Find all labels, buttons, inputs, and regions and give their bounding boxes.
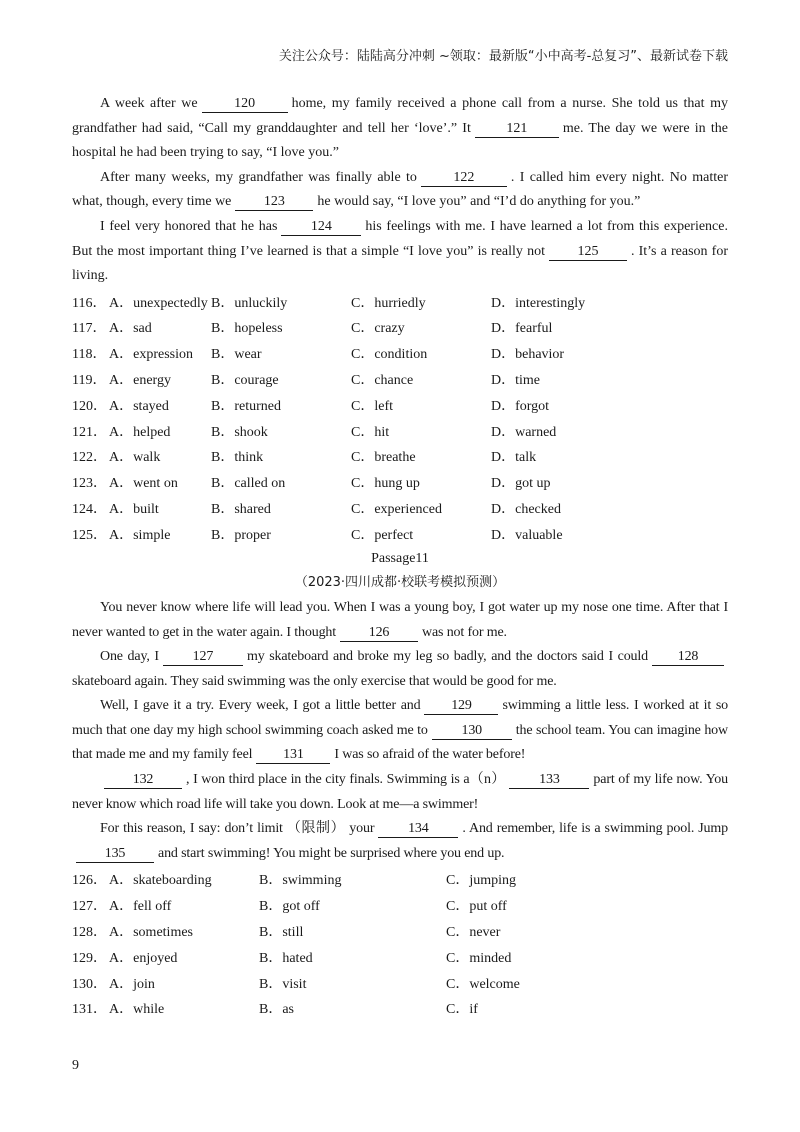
option-a: A．expression bbox=[109, 347, 193, 363]
option-b: B．returned bbox=[211, 398, 281, 414]
question-number: 126． bbox=[72, 873, 107, 889]
option-a: A．while bbox=[109, 1002, 165, 1018]
option-c: C．never bbox=[446, 924, 501, 940]
answer-blank: 120 bbox=[202, 95, 288, 113]
question-row bbox=[72, 469, 585, 495]
option-d: D．behavior bbox=[491, 347, 565, 363]
passage-text: me. The day we were in the hospital he had been trying to say, “I love you.” bbox=[72, 120, 728, 161]
passage2-paragraph bbox=[72, 768, 728, 817]
option-b: B．proper bbox=[211, 527, 271, 543]
answer-blank: 125 bbox=[549, 243, 627, 261]
question-row bbox=[72, 970, 596, 996]
options-table-1 bbox=[72, 289, 585, 547]
option-a: A．skateboarding bbox=[109, 873, 212, 889]
passage-text: A week after we bbox=[100, 96, 198, 111]
answer-blank: 132 bbox=[104, 771, 182, 789]
option-c: C．minded bbox=[446, 950, 512, 966]
option-c: C．crazy bbox=[351, 321, 405, 337]
option-b: B．visit bbox=[259, 976, 307, 992]
option-b: B．shared bbox=[211, 502, 271, 518]
answer-blank: 121 bbox=[475, 120, 559, 138]
answer-blank: 131 bbox=[256, 746, 330, 764]
option-b: B．courage bbox=[211, 373, 279, 389]
option-c: C．welcome bbox=[446, 976, 520, 992]
question-row bbox=[72, 392, 585, 418]
question-number: 130． bbox=[72, 976, 107, 992]
option-c: C．hung up bbox=[351, 476, 420, 492]
options-table-2 bbox=[72, 866, 596, 1021]
question-number: 119． bbox=[72, 373, 107, 389]
question-number: 125． bbox=[72, 527, 107, 543]
question-row bbox=[72, 418, 585, 444]
passage-text: I feel very honored that he has bbox=[100, 218, 278, 234]
answer-blank: 130 bbox=[432, 722, 512, 740]
option-c: C．condition bbox=[351, 347, 428, 363]
option-b: B．unluckily bbox=[211, 295, 288, 311]
option-c: C．perfect bbox=[351, 527, 414, 543]
answer-blank: 123 bbox=[235, 193, 313, 211]
question-row bbox=[72, 995, 596, 1021]
option-a: A．unexpectedly bbox=[109, 295, 208, 311]
question-number: 118． bbox=[72, 347, 107, 363]
option-b: B．got off bbox=[259, 899, 320, 915]
option-d: D．forgot bbox=[491, 398, 550, 414]
passage2-paragraph bbox=[72, 694, 728, 768]
passage1-paragraph bbox=[72, 166, 728, 215]
option-d: D．interestingly bbox=[491, 295, 586, 311]
passage-text: . I called him every night. No matter what, though, every time we bbox=[72, 169, 728, 210]
passage-text: the school team. You can imagine how that made me and my family feel bbox=[72, 722, 728, 763]
option-b: B．wear bbox=[211, 347, 262, 363]
option-b: B．swimming bbox=[259, 873, 342, 889]
question-row bbox=[72, 866, 596, 892]
question-number: 128． bbox=[72, 924, 107, 940]
option-b: B．still bbox=[259, 924, 304, 940]
option-d: D．time bbox=[491, 373, 540, 389]
option-d: D．checked bbox=[491, 502, 561, 518]
option-a: A．went on bbox=[109, 476, 178, 492]
question-number: 121． bbox=[72, 424, 107, 440]
passage-source: （2023·四川成都·校联考模拟预测） bbox=[294, 575, 506, 591]
option-d: D．valuable bbox=[491, 527, 563, 543]
page-number: 9 bbox=[72, 1058, 79, 1073]
answer-blank: 122 bbox=[421, 169, 507, 187]
question-row bbox=[72, 289, 585, 315]
question-number: 117． bbox=[72, 321, 107, 337]
question-number: 116． bbox=[72, 295, 107, 311]
option-c: C．jumping bbox=[446, 873, 517, 889]
option-b: B．as bbox=[259, 1002, 294, 1018]
question-row bbox=[72, 340, 585, 366]
answer-blank: 126 bbox=[340, 624, 418, 642]
option-a: A．energy bbox=[109, 373, 171, 389]
question-row bbox=[72, 495, 585, 521]
question-row bbox=[72, 315, 585, 341]
option-a: A．built bbox=[109, 502, 159, 518]
question-number: 127． bbox=[72, 899, 107, 915]
answer-blank: 133 bbox=[509, 771, 589, 789]
page-content bbox=[72, 92, 728, 1021]
option-b: B．hated bbox=[259, 950, 313, 966]
question-row bbox=[72, 366, 585, 392]
option-c: C．breathe bbox=[351, 450, 416, 466]
passage-text: skateboard again. They said swimming was the only exercise that would be good for me. bbox=[72, 673, 557, 689]
question-number: 122． bbox=[72, 450, 107, 466]
question-number: 120． bbox=[72, 398, 107, 414]
question-number: 131． bbox=[72, 1002, 107, 1018]
passage-text: . And remember, life is a swimming pool. Jump bbox=[462, 821, 728, 837]
question-row bbox=[72, 521, 585, 547]
answer-blank: 129 bbox=[424, 697, 498, 715]
option-a: A．sad bbox=[109, 321, 152, 337]
option-d: D．fearful bbox=[491, 321, 553, 337]
option-c: C．hit bbox=[351, 424, 390, 440]
passage2-paragraph bbox=[72, 645, 728, 694]
answer-blank: 124 bbox=[281, 218, 361, 236]
option-a: A．join bbox=[109, 976, 155, 992]
passage-text: was not for me. bbox=[422, 624, 507, 640]
question-number: 124． bbox=[72, 502, 107, 518]
option-b: B．shook bbox=[211, 424, 268, 440]
option-b: B．think bbox=[211, 450, 264, 466]
passage2-paragraph bbox=[72, 596, 728, 645]
question-row bbox=[72, 944, 596, 970]
passage-text: part of my life now. You never know which road life will take you down. Look at me—a swimmer! bbox=[72, 772, 728, 812]
option-a: A．sometimes bbox=[109, 924, 193, 940]
option-a: A．stayed bbox=[109, 398, 169, 414]
question-number: 129． bbox=[72, 950, 107, 966]
passage-text: For this reason, I say: don’t limit （限制） your bbox=[100, 821, 375, 837]
option-a: A．helped bbox=[109, 424, 171, 440]
option-d: D．got up bbox=[491, 476, 551, 492]
passage-text: After many weeks, my grandfather was finally able to bbox=[100, 169, 417, 185]
question-number: 123． bbox=[72, 476, 107, 492]
option-a: A．simple bbox=[109, 527, 171, 543]
option-c: C．if bbox=[446, 1002, 478, 1018]
page-header: 关注公众号：陆陆高分冲刺 ~领取：最新版“小中高考-总复习”、最新试卷下载 bbox=[278, 49, 728, 64]
question-row bbox=[72, 918, 596, 944]
option-a: A．fell off bbox=[109, 899, 172, 915]
question-row bbox=[72, 444, 585, 470]
answer-blank: 135 bbox=[76, 845, 154, 863]
option-c: C．hurriedly bbox=[351, 295, 426, 311]
option-c: C．experienced bbox=[351, 502, 442, 518]
passage-text: my skateboard and broke my leg so badly, and the doctors said I could bbox=[246, 649, 648, 665]
passage-text: I was so afraid of the water before! bbox=[334, 747, 526, 763]
option-c: C．left bbox=[351, 398, 393, 414]
option-c: C．chance bbox=[351, 373, 414, 389]
passage2-paragraph bbox=[72, 817, 728, 866]
option-b: B．called on bbox=[211, 476, 286, 492]
passage-text: swimming a little less. I worked at it so much that one day my high school swimming coach asked me to bbox=[72, 698, 728, 738]
passage-text: One day, I bbox=[100, 649, 159, 665]
passage-title: Passage11 bbox=[371, 550, 429, 566]
option-d: D．talk bbox=[491, 450, 537, 466]
passage-text: his feelings with me. I have learned a lot from this experience. But the most important thing I’ve learned is that a simple “I love you” is really not bbox=[72, 218, 728, 259]
answer-blank: 127 bbox=[163, 648, 243, 666]
option-a: A．enjoyed bbox=[109, 950, 178, 966]
passage-text: he would say, “I love you” and “I’d do anything for you.” bbox=[317, 194, 641, 210]
answer-blank: 134 bbox=[378, 820, 458, 838]
passage-text: and start swimming! You might be surprised where you end up. bbox=[158, 845, 505, 861]
passage-text: Well, I gave it a try. Every week, I got a little better and bbox=[100, 698, 421, 714]
question-row bbox=[72, 892, 596, 918]
passage1-paragraph bbox=[72, 215, 728, 289]
passage-text: , I won third place in the city finals. Swimming is a（n） bbox=[186, 772, 506, 788]
passage1-paragraph bbox=[72, 92, 728, 166]
option-c: C．put off bbox=[446, 899, 507, 915]
passage-text: home, my family received a phone call from a nurse. She told us that my grandfather had said, “Call my granddaughter and tell her ‘love’.” It bbox=[72, 96, 728, 136]
option-d: D．warned bbox=[491, 424, 557, 440]
passage-text: You never know where life will lead you. When I was a young boy, I got water up my nose one time. After that I never wanted to get in the water again. I thought bbox=[72, 599, 728, 640]
passage-text: . It’s a reason for living. bbox=[72, 243, 729, 284]
option-a: A．walk bbox=[109, 450, 161, 466]
answer-blank: 128 bbox=[652, 648, 724, 666]
option-b: B．hopeless bbox=[211, 321, 283, 337]
